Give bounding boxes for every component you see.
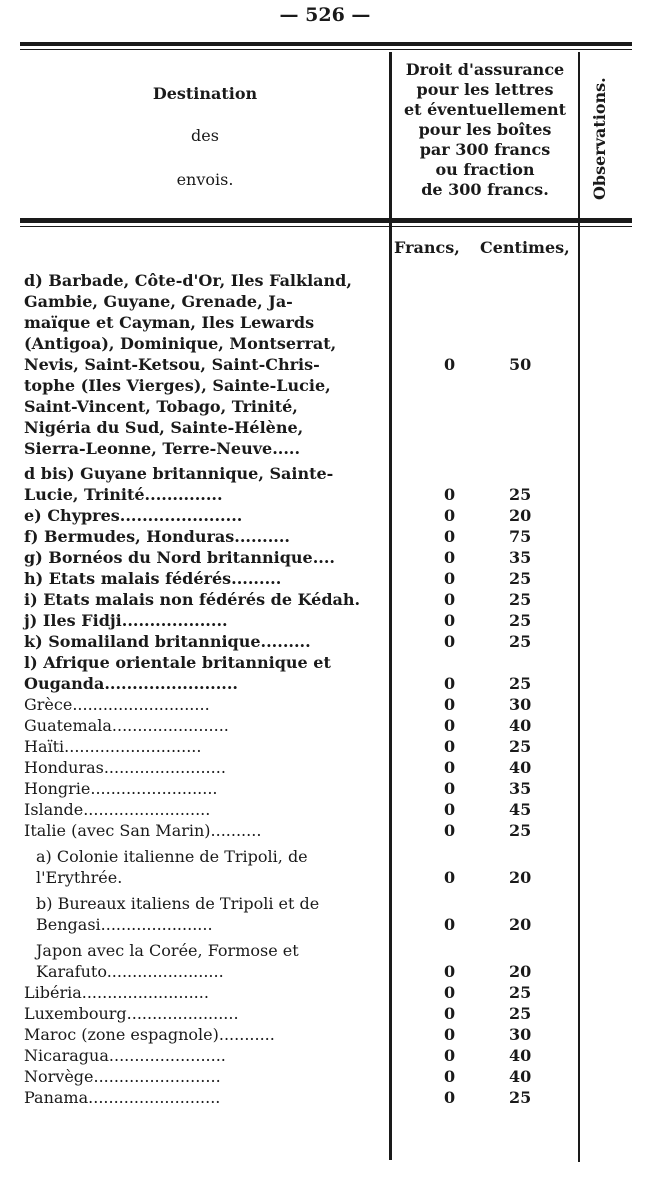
centimes-cell: 25 (509, 821, 532, 840)
francs-cell: 0 (444, 590, 456, 609)
centimes-cell: 40 (509, 758, 532, 777)
table-row (24, 778, 584, 799)
header-observations: Observations. (590, 77, 609, 200)
centimes-cell: 40 (509, 1046, 532, 1065)
destination-cell: Honduras........................ (24, 758, 226, 777)
francs-cell: 0 (444, 915, 456, 934)
table-row (24, 757, 584, 778)
table-row (24, 526, 584, 547)
table-row (24, 1066, 584, 1087)
centimes-cell: 25 (509, 632, 532, 651)
centimes-cell: 30 (509, 695, 532, 714)
table-row (24, 694, 584, 715)
francs-cell: 0 (444, 632, 456, 651)
destination-cell: f) Bermudes, Honduras.......... (24, 527, 290, 546)
centimes-cell: 75 (509, 527, 532, 546)
francs-cell: 0 (444, 355, 456, 374)
destination-cell: a) Colonie italienne de Tripoli, de l'Erythrée. (36, 847, 308, 887)
francs-cell: 0 (444, 962, 456, 981)
destination-cell: g) Bornéos du Nord britannique.... (24, 548, 335, 567)
francs-cell: 0 (444, 800, 456, 819)
table-row (24, 270, 584, 459)
francs-cell: 0 (444, 758, 456, 777)
destination-cell: Guatemala....................... (24, 716, 229, 735)
header-bottom-rule (20, 218, 632, 223)
francs-cell: 0 (444, 695, 456, 714)
centimes-cell: 20 (509, 506, 532, 525)
header-droit-line: et éventuellement (403, 100, 567, 119)
table-row (24, 1024, 584, 1045)
francs-cell: 0 (444, 548, 456, 567)
centimes-cell: 50 (509, 355, 532, 374)
francs-cell: 0 (444, 611, 456, 630)
table-row (24, 736, 584, 757)
francs-cell: 0 (444, 983, 456, 1002)
table-row (24, 610, 584, 631)
header-destination: des (191, 126, 219, 145)
francs-cell: 0 (444, 506, 456, 525)
destination-cell: Maroc (zone espagnole)........... (24, 1025, 275, 1044)
header-droit-line: pour les lettres (416, 80, 554, 99)
centimes-cell: 25 (509, 983, 532, 1002)
destination-cell: l) Afrique orientale britannique et Ouganda........................ (24, 653, 331, 693)
table-row (24, 631, 584, 652)
header-bottom-rule-thin (20, 226, 632, 227)
centimes-cell: 35 (509, 548, 532, 567)
francs-cell: 0 (444, 821, 456, 840)
table-row (24, 589, 584, 610)
centimes-cell: 20 (509, 915, 532, 934)
centimes-cell: 25 (509, 737, 532, 756)
centimes-cell: 35 (509, 779, 532, 798)
header-droit-line: Droit d'assurance (405, 60, 565, 79)
header-destination: Destination (152, 84, 258, 103)
destination-cell: h) Etats malais fédérés......... (24, 569, 282, 588)
centimes-cell: 25 (509, 674, 532, 693)
destination-cell: d bis) Guyane britannique, Sainte- Lucie, Trinité.............. (24, 464, 334, 504)
destination-cell: b) Bureaux italiens de Tripoli et de Bengasi...................... (36, 894, 320, 934)
units-francs: Francs, (394, 238, 460, 257)
destination-cell: j) Iles Fidji................... (24, 611, 228, 630)
table-row (24, 652, 584, 694)
header-droit-line: ou fraction (435, 160, 535, 179)
table-row (24, 1045, 584, 1066)
table-row (24, 799, 584, 820)
francs-cell: 0 (444, 1067, 456, 1086)
centimes-cell: 25 (509, 590, 532, 609)
destination-cell: Nicaragua....................... (24, 1046, 226, 1065)
centimes-cell: 30 (509, 1025, 532, 1044)
destination-cell: e) Chypres...................... (24, 506, 243, 525)
centimes-cell: 40 (509, 1067, 532, 1086)
table-row (24, 1087, 584, 1108)
header-droit-line: par 300 francs (419, 140, 551, 159)
page-number: — 526 — (279, 4, 371, 26)
francs-cell: 0 (444, 527, 456, 546)
destination-cell: k) Somaliland britannique......... (24, 632, 311, 651)
centimes-cell: 20 (509, 962, 532, 981)
header-destination: envois. (176, 170, 234, 189)
destination-cell: d) Barbade, Côte-d'Or, Iles Falkland, Gambie, Guyane, Grenade, Ja- maïque et Cayman, Iles Lewards (Antigoa), Dominique, Montserrat, Nevis, Saint-Ketsou, Saint-Chris- tophe (Iles Vierges), Sainte-Lucie, Saint-Vincent, Tobago, Trinité, Nigéria du Sud, Sainte-Hélène, Sierra-Leonne, Terre-Neuve..... (24, 271, 352, 458)
destination-cell: Islande......................... (24, 800, 211, 819)
destination-cell: Norvège......................... (24, 1067, 221, 1086)
francs-cell: 0 (444, 569, 456, 588)
table-row (24, 547, 584, 568)
francs-cell: 0 (444, 1025, 456, 1044)
destination-cell: Hongrie......................... (24, 779, 218, 798)
destination-cell: Panama.......................... (24, 1088, 221, 1107)
header-droit-line: de 300 francs. (421, 180, 549, 199)
francs-cell: 0 (444, 716, 456, 735)
table-row (24, 940, 584, 982)
destination-cell: Luxembourg...................... (24, 1004, 239, 1023)
tariff-table-body (24, 270, 584, 1108)
destination-cell: Haïti........................... (24, 737, 202, 756)
table-row (24, 820, 584, 841)
francs-cell: 0 (444, 485, 456, 504)
centimes-cell: 45 (509, 800, 532, 819)
destination-cell: i) Etats malais non fédérés de Kédah. (24, 590, 361, 609)
francs-cell: 0 (444, 737, 456, 756)
top-rule-thin (20, 49, 632, 50)
francs-cell: 0 (444, 779, 456, 798)
centimes-cell: 40 (509, 716, 532, 735)
francs-cell: 0 (444, 1004, 456, 1023)
centimes-cell: 20 (509, 868, 532, 887)
units-centimes: Centimes, (480, 238, 570, 257)
destination-cell: Grèce........................... (24, 695, 210, 714)
francs-cell: 0 (444, 674, 456, 693)
centimes-cell: 25 (509, 1004, 532, 1023)
francs-cell: 0 (444, 868, 456, 887)
centimes-cell: 25 (509, 569, 532, 588)
centimes-cell: 25 (509, 485, 532, 504)
centimes-cell: 25 (509, 611, 532, 630)
table-row (24, 463, 584, 505)
centimes-cell: 25 (509, 1088, 532, 1107)
table-row (24, 846, 584, 888)
table-row (24, 1003, 584, 1024)
table-row (24, 893, 584, 935)
destination-cell: Libéria......................... (24, 983, 209, 1002)
table-row (24, 982, 584, 1003)
francs-cell: 0 (444, 1046, 456, 1065)
top-rule (20, 42, 632, 46)
table-row (24, 568, 584, 589)
destination-cell: Japon avec la Corée, Formose et Karafuto....................... (36, 941, 299, 981)
table-row (24, 505, 584, 526)
francs-cell: 0 (444, 1088, 456, 1107)
table-row (24, 715, 584, 736)
header-droit-line: pour les boîtes (418, 120, 552, 139)
header-droit-assurance (392, 60, 578, 200)
destination-cell: Italie (avec San Marin).......... (24, 821, 262, 840)
